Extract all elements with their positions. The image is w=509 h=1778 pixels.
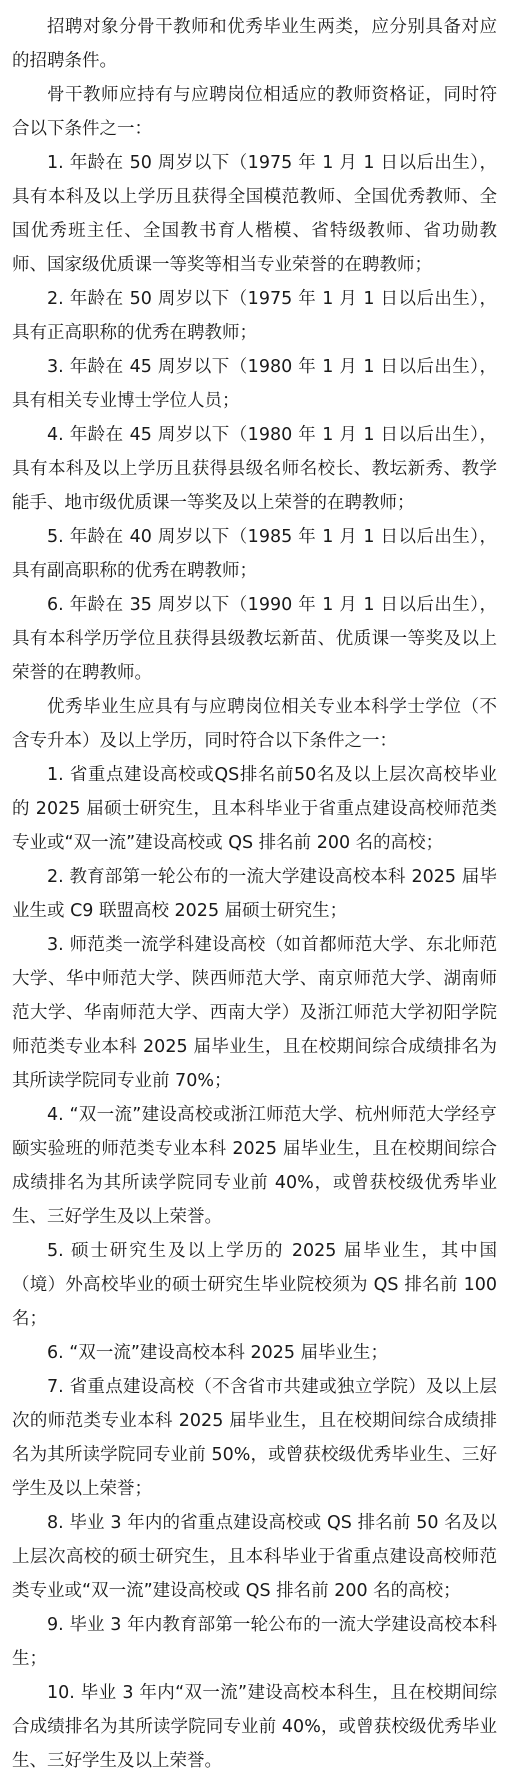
paragraph-backbone-item-3: 3. 年龄在 45 周岁以下（1980 年 1 月 1 日以后出生），具有相关专业博士学位人员； <box>12 357 497 411</box>
paragraph-graduate-item-1: 1. 省重点建设高校或QS排名前50名及以上层次高校毕业的 2025 届硕士研究生，且本科毕业于省重点建设高校师范类专业或“双一流”建设高校或 QS 排名前 200 名的高校； <box>12 765 497 853</box>
paragraph-backbone-item-4: 4. 年龄在 45 周岁以下（1980 年 1 月 1 日以后出生），具有本科及以上学历且获得县级名师名校长、教坛新秀、教学能手、地市级优质课一等奖及以上荣誉的在聘教师； <box>12 425 497 513</box>
paragraph-intro: 招聘对象分骨干教师和优秀毕业生两类，应分别具备对应的招聘条件。 <box>12 17 497 71</box>
paragraph-graduate-item-9: 9. 毕业 3 年内教育部第一轮公布的一流大学建设高校本科生； <box>12 1615 497 1669</box>
paragraph-graduate-item-4: 4. “双一流”建设高校或浙江师范大学、杭州师范大学经亨颐实验班的师范类专业本科 2025 届毕业生，且在校期间综合成绩排名为其所读学院同专业前 40%，或曾获校级优秀毕业生、三好学生及以上荣誉。 <box>12 1105 497 1227</box>
paragraph-graduate-item-8: 8. 毕业 3 年内的省重点建设高校或 QS 排名前 50 名及以上层次高校的硕士研究生，且本科毕业于省重点建设高校师范类专业或“双一流”建设高校或 QS 排名前 200 名的高校； <box>12 1513 497 1601</box>
paragraph-backbone-item-1: 1. 年龄在 50 周岁以下（1975 年 1 月 1 日以后出生），具有本科及以上学历且获得全国模范教师、全国优秀教师、全国优秀班主任、全国教书育人楷模、省特级教师、省功勋教师、国家级优质课一等奖等相当专业荣誉的在聘教师； <box>12 153 497 275</box>
paragraph-graduate-item-10: 10. 毕业 3 年内“双一流”建设高校本科生，且在校期间综合成绩排名为其所读学院同专业前 40%，或曾获校级优秀毕业生、三好学生及以上荣誉。 <box>12 1683 497 1771</box>
paragraph-backbone-item-6: 6. 年龄在 35 周岁以下（1990 年 1 月 1 日以后出生），具有本科学历学位且获得县级教坛新苗、优质课一等奖及以上荣誉的在聘教师。 <box>12 595 497 683</box>
paragraph-graduates-heading: 优秀毕业生应具有与应聘岗位相关专业本科学士学位（不含专升本）及以上学历，同时符合以下条件之一： <box>12 697 497 751</box>
paragraph-graduate-item-6: 6. “双一流”建设高校本科 2025 届毕业生； <box>47 1343 389 1363</box>
paragraph-graduate-item-2: 2. 教育部第一轮公布的一流大学建设高校本科 2025 届毕业生或 C9 联盟高校 2025 届硕士研究生； <box>12 867 497 921</box>
paragraph-backbone-item-5: 5. 年龄在 40 周岁以下（1985 年 1 月 1 日以后出生），具有副高职称的优秀在聘教师； <box>12 527 497 581</box>
paragraph-backbone-teachers-heading: 骨干教师应持有与应聘岗位相适应的教师资格证，同时符合以下条件之一： <box>12 85 497 139</box>
paragraph-graduate-item-7: 7. 省重点建设高校（不含省市共建或独立学院）及以上层次的师范类专业本科 2025 届毕业生，且在校期间综合成绩排名为其所读学院同专业前 50%，或曾获校级优秀毕业生、三好学生及以上荣誉； <box>12 1377 497 1499</box>
paragraph-graduate-item-5: 5. 硕士研究生及以上学历的 2025 届毕业生，其中国（境）外高校毕业的硕士研究生毕业院校须为 QS 排名前 100 名； <box>12 1241 497 1329</box>
paragraph-graduate-item-3: 3. 师范类一流学科建设高校（如首都师范大学、东北师范大学、华中师范大学、陕西师范大学、南京师范大学、湖南师范大学、华南师范大学、西南大学）及浙江师范大学初阳学院师范类专业本科 2025 届毕业生，且在校期间综合成绩排名为其所读学院同专业前 70%； <box>12 935 497 1091</box>
paragraph-backbone-item-2: 2. 年龄在 50 周岁以下（1975 年 1 月 1 日以后出生），具有正高职称的优秀在聘教师； <box>12 289 497 343</box>
